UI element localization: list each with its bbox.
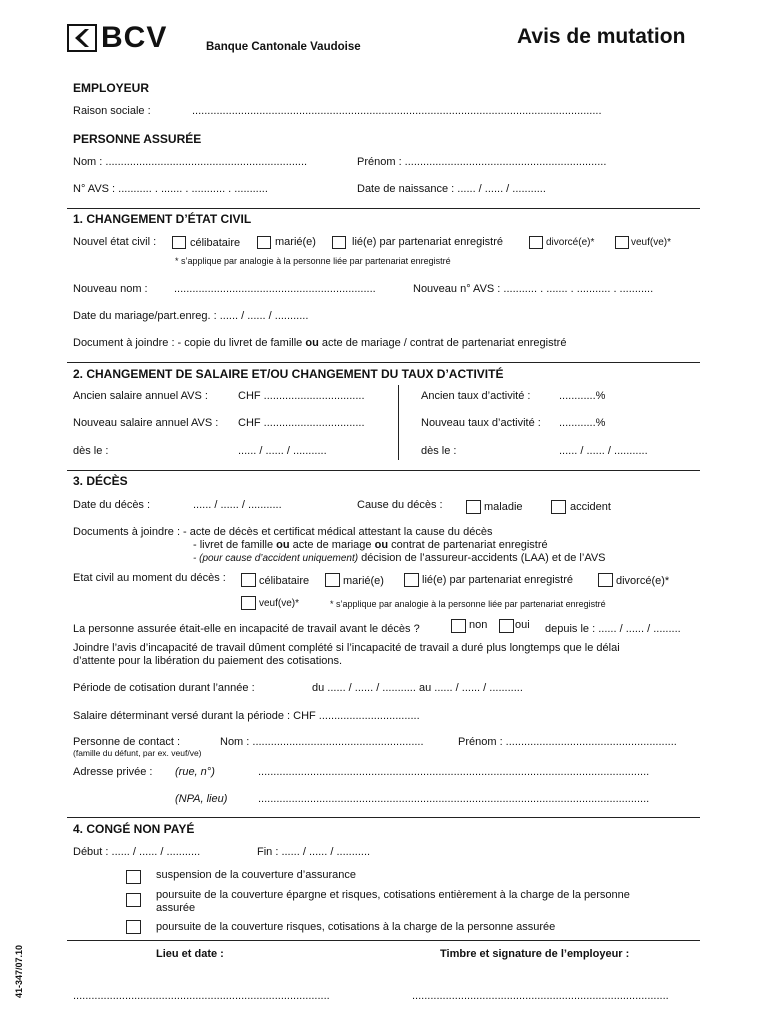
- deces-divorce-checkbox[interactable]: [598, 573, 613, 587]
- divorce-checkbox[interactable]: [529, 236, 543, 249]
- lieu-date-label: Lieu et date :: [156, 948, 224, 960]
- periode-label: Période de cotisation durant l’année :: [73, 682, 255, 694]
- bcv-logo: [67, 24, 97, 55]
- nouveau-avs-field[interactable]: Nouveau n° AVS : ........... . ....... . ........... . ...........: [413, 283, 654, 295]
- column-divider: [398, 385, 399, 460]
- ancien-salaire-field[interactable]: CHF .................................: [238, 390, 365, 402]
- divider: [67, 470, 700, 471]
- bank-name: Banque Cantonale Vaudoise: [206, 41, 361, 53]
- divider: [67, 940, 700, 941]
- deces-celibataire-checkbox[interactable]: [241, 573, 256, 587]
- salaire-determinant-field[interactable]: Salaire déterminant versé durant la période : CHF .................................: [73, 710, 420, 722]
- raison-sociale-label: Raison sociale :: [73, 105, 151, 117]
- doc-text-ou: ou: [305, 337, 319, 349]
- contact-prenom-field[interactable]: Prénom : ........................................................: [458, 736, 677, 748]
- veuf-checkbox[interactable]: [615, 236, 629, 249]
- personne-heading: PERSONNE ASSURÉE: [73, 132, 202, 146]
- docs-l3a: - (pour cause d’accident uniquement): [193, 553, 359, 564]
- form-code: 41-347/07.10: [14, 944, 24, 998]
- divider: [67, 817, 700, 818]
- marie-label: marié(e): [275, 236, 316, 248]
- risques-checkbox[interactable]: [126, 920, 141, 934]
- partenariat-label: lié(e) par partenariat enregistré: [352, 236, 504, 248]
- date-deces-field[interactable]: ...... / ...... / ...........: [193, 499, 282, 511]
- documents-joindre-line2: [193, 539, 548, 551]
- accident-checkbox[interactable]: [551, 500, 566, 514]
- cause-deces-label: Cause du décès :: [357, 499, 443, 511]
- documents-joindre-line1: Documents à joindre : - acte de décès et certificat médical attestant la cause du décès: [73, 526, 493, 538]
- contact-sublabel: (famille du défunt, par ex. veuf/ve): [73, 748, 202, 758]
- deces-divorce-label: divorcé(e)*: [616, 575, 670, 587]
- partenariat-checkbox[interactable]: [332, 236, 346, 249]
- non-checkbox[interactable]: [451, 619, 466, 633]
- deces-celibataire-label: célibataire: [259, 575, 310, 587]
- adresse-rue-field[interactable]: ................................................................................................................................: [258, 766, 650, 778]
- fin-field[interactable]: Fin : ...... / ...... / ...........: [257, 846, 371, 858]
- date-mariage-field[interactable]: Date du mariage/part.enreg. : ...... / ...... / ...........: [73, 310, 309, 322]
- page-title: Avis de mutation: [517, 25, 686, 48]
- bcv-logo-mark: [67, 24, 97, 52]
- divider: [67, 362, 700, 363]
- employeur-heading: EMPLOYEUR: [73, 81, 150, 95]
- periode-field[interactable]: du ...... / ...... / ........... au ...... / ...... / ...........: [312, 682, 523, 694]
- nouvel-etat-label: Nouvel état civil :: [73, 236, 157, 248]
- nouveau-taux-field[interactable]: ............%: [559, 417, 606, 429]
- celibataire-checkbox[interactable]: [172, 236, 186, 249]
- deces-veuf-label: veuf(ve)*: [259, 598, 300, 609]
- docs-l2a: - livret de famille: [193, 539, 277, 551]
- ancien-taux-field[interactable]: ............%: [559, 390, 606, 402]
- adresse-label: Adresse privée :: [73, 766, 153, 778]
- prenom-field[interactable]: Prénom : ..................................................................: [357, 156, 607, 168]
- contact-label: Personne de contact :: [73, 736, 181, 748]
- ancien-taux-label: Ancien taux d’activité :: [421, 390, 531, 402]
- date-deces-label: Date du décès :: [73, 499, 151, 511]
- suspension-checkbox[interactable]: [126, 870, 141, 884]
- divorce-label: divorcé(e)*: [546, 237, 595, 248]
- adresse-npa-label: (NPA, lieu): [175, 793, 228, 805]
- section-1-heading: 1. CHANGEMENT D’ÉTAT CIVIL: [73, 212, 252, 226]
- analogie-note: * s’applique par analogie à la personne liée par partenariat enregistré: [175, 256, 451, 266]
- deces-partenariat-label: lié(e) par partenariat enregistré: [422, 574, 574, 586]
- maladie-label: maladie: [484, 501, 523, 513]
- docs-ou2: ou: [374, 539, 389, 551]
- etat-deces-label: Etat civil au moment du décès :: [73, 572, 226, 584]
- documents-joindre-line3: [193, 552, 606, 564]
- non-label: non: [469, 619, 488, 631]
- adresse-npa-field[interactable]: ................................................................................................................................: [258, 793, 650, 805]
- nouveau-salaire-field[interactable]: CHF .................................: [238, 417, 365, 429]
- oui-label: oui: [515, 619, 530, 631]
- celibataire-label: célibataire: [190, 237, 241, 249]
- deces-analogie-note: * s’applique par analogie à la personne liée par partenariat enregistré: [330, 599, 606, 609]
- depuis-field[interactable]: depuis le : ...... / ...... / .........: [545, 623, 681, 635]
- maladie-checkbox[interactable]: [466, 500, 481, 514]
- docs-l2c: contrat de partenariat enregistré: [388, 539, 548, 551]
- doc-text-a: Document à joindre : - copie du livret de famille: [73, 337, 306, 349]
- oui-checkbox[interactable]: [499, 619, 514, 633]
- deces-marie-checkbox[interactable]: [325, 573, 340, 587]
- section-2-heading: 2. CHANGEMENT DE SALAIRE ET/OU CHANGEMENT DU TAUX D’ACTIVITÉ: [73, 367, 504, 381]
- suspension-label: suspension de la couverture d’assurance: [156, 869, 356, 881]
- des-le-taux-field[interactable]: ...... / ...... / ...........: [559, 445, 648, 457]
- deces-veuf-checkbox[interactable]: [241, 596, 256, 610]
- document-joindre-text: [73, 337, 566, 349]
- raison-sociale-field[interactable]: ......................................................................................................................................: [192, 105, 602, 117]
- nouveau-nom-field[interactable]: ..................................................................: [174, 283, 376, 295]
- divider: [67, 208, 700, 209]
- nouveau-salaire-label: Nouveau salaire annuel AVS :: [73, 417, 219, 429]
- debut-field[interactable]: Début : ...... / ...... / ...........: [73, 846, 201, 858]
- accident-label: accident: [570, 501, 611, 513]
- nouveau-nom-label: Nouveau nom :: [73, 283, 148, 295]
- docs-l2b: acte de mariage: [289, 539, 375, 551]
- signature-field[interactable]: ....................................................................................: [412, 990, 669, 1002]
- ancien-salaire-label: Ancien salaire annuel AVS :: [73, 390, 208, 402]
- marie-checkbox[interactable]: [257, 236, 271, 249]
- nom-field[interactable]: Nom : ..................................................................: [73, 156, 308, 168]
- veuf-label: veuf(ve)*: [631, 237, 672, 248]
- epargne-risques-checkbox[interactable]: [126, 893, 141, 907]
- epargne-risques-label-1: poursuite de la couverture épargne et risques, cotisations entièrement à la charge de la personne: [156, 889, 630, 901]
- section-4-heading: 4. CONGÉ NON PAYÉ: [73, 822, 195, 836]
- avs-field[interactable]: N° AVS : ........... . ....... . ........... . ...........: [73, 183, 268, 195]
- docs-l3b: décision de l’assureur-accidents (LAA) et de l’AVS: [358, 552, 606, 564]
- lieu-date-field[interactable]: ....................................................................................: [73, 990, 330, 1002]
- timbre-signature-label: Timbre et signature de l’employeur :: [440, 948, 630, 960]
- naissance-field[interactable]: Date de naissance : ...... / ...... / ...........: [357, 183, 546, 195]
- joindre-avis-line2: d’attente pour la libération du paiement des cotisations.: [73, 655, 343, 667]
- docs-ou1: ou: [276, 539, 290, 551]
- bcv-logo-text: BCV: [101, 21, 168, 54]
- risques-label: poursuite de la couverture risques, cotisations à la charge de la personne assurée: [156, 921, 556, 933]
- section-3-heading: 3. DÉCÈS: [73, 474, 128, 488]
- joindre-avis-line1: Joindre l’avis d’incapacité de travail dûment complété si l’incapacité de travail a duré plus longtemps que le délai: [73, 642, 620, 654]
- contact-nom-field[interactable]: Nom : ........................................................: [220, 736, 424, 748]
- incapacite-question: La personne assurée était-elle en incapacité de travail avant le décès ?: [73, 623, 420, 635]
- deces-partenariat-checkbox[interactable]: [404, 573, 419, 587]
- adresse-rue-label: (rue, n°): [175, 766, 215, 778]
- doc-text-b: acte de mariage / contrat de partenariat enregistré: [318, 337, 567, 349]
- des-le-salaire-field[interactable]: ...... / ...... / ...........: [238, 445, 327, 457]
- des-le-label: dès le :: [73, 445, 109, 457]
- deces-marie-label: marié(e): [343, 575, 384, 587]
- nouveau-taux-label: Nouveau taux d’activité :: [421, 417, 541, 429]
- epargne-risques-label-2: assurée: [156, 902, 196, 914]
- des-le-taux-label: dès le :: [421, 445, 457, 457]
